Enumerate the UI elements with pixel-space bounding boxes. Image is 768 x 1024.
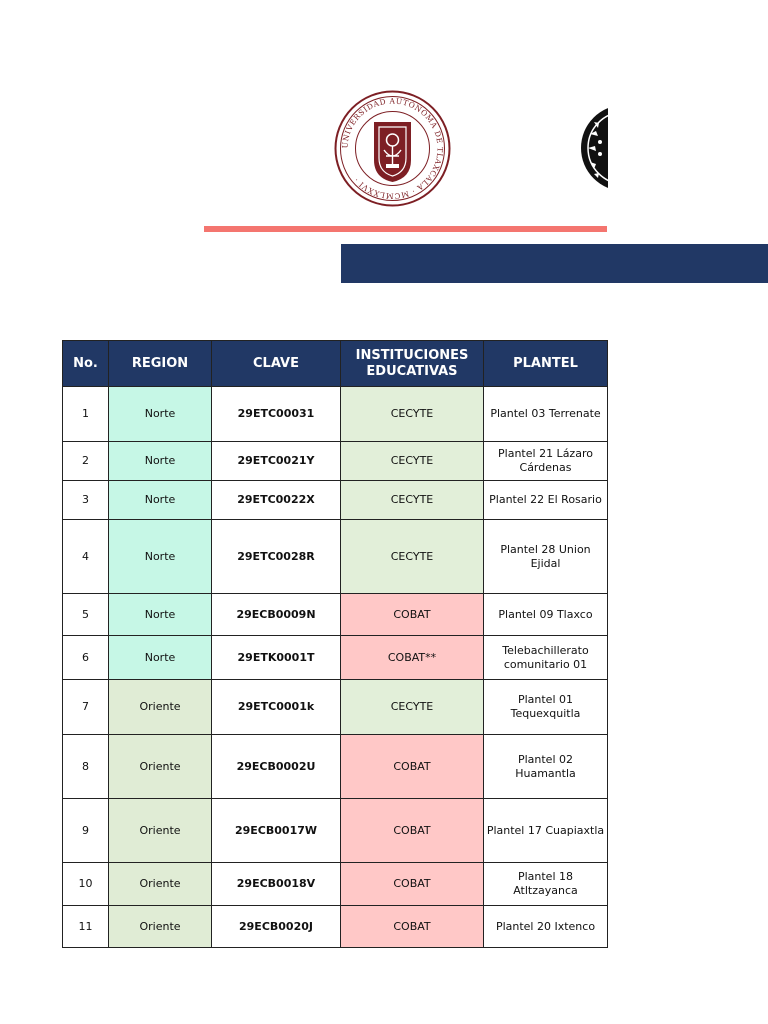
header-no: No. <box>63 341 109 387</box>
cell-institucion: CECYTE <box>341 442 484 481</box>
cell-region: Norte <box>109 387 212 442</box>
cell-region: Oriente <box>109 906 212 948</box>
cell-clave: 29ECB0018V <box>212 863 341 906</box>
cell-institucion: COBAT** <box>341 636 484 680</box>
header-region: REGION <box>109 341 212 387</box>
table-row <box>63 481 608 520</box>
cell-clave: 29ETK0001T <box>212 636 341 680</box>
table-row <box>63 520 608 594</box>
cell-institucion: CECYTE <box>341 680 484 735</box>
table-row <box>63 387 608 442</box>
cell-no: 5 <box>63 594 109 636</box>
cell-clave: 29ECB0009N <box>212 594 341 636</box>
table-row <box>63 594 608 636</box>
cell-clave: 29ETC0028R <box>212 520 341 594</box>
header-instituciones: INSTITUCIONES EDUCATIVAS <box>341 341 484 387</box>
cell-institucion: COBAT <box>341 799 484 863</box>
cell-no: 2 <box>63 442 109 481</box>
cell-clave: 29ECB0002U <box>212 735 341 799</box>
cell-no: 3 <box>63 481 109 520</box>
table-row <box>63 863 608 906</box>
cell-institucion: COBAT <box>341 906 484 948</box>
cell-region: Oriente <box>109 799 212 863</box>
cell-no: 10 <box>63 863 109 906</box>
cell-no: 7 <box>63 680 109 735</box>
cell-institucion: CECYTE <box>341 387 484 442</box>
table-row <box>63 735 608 799</box>
cell-region: Norte <box>109 481 212 520</box>
cell-plantel: Plantel 02 Huamantla <box>484 735 608 799</box>
cell-institucion: CECYTE <box>341 520 484 594</box>
cell-no: 11 <box>63 906 109 948</box>
header-divider-line <box>204 226 607 232</box>
cell-region: Oriente <box>109 863 212 906</box>
cell-no: 8 <box>63 735 109 799</box>
cell-clave: 29ETC00031 <box>212 387 341 442</box>
svg-text:UNIVERSIDAD AUTÓNOMA DE TLAXCA: UNIVERSIDAD AUTÓNOMA DE TLAXCALA · MCMLXXVI · <box>340 96 445 201</box>
cell-no: 6 <box>63 636 109 680</box>
cell-no: 1 <box>63 387 109 442</box>
table-row <box>63 442 608 481</box>
header-clave: CLAVE <box>212 341 341 387</box>
cell-plantel: Plantel 01 Tequexquitla <box>484 680 608 735</box>
cell-institucion: CECYTE <box>341 481 484 520</box>
cell-region: Norte <box>109 442 212 481</box>
header-plantel: PLANTEL <box>484 341 608 387</box>
cell-region: Oriente <box>109 735 212 799</box>
cell-institucion: COBAT <box>341 594 484 636</box>
cell-region: Norte <box>109 520 212 594</box>
cell-plantel: Telebachillerato comunitario 01 <box>484 636 608 680</box>
cell-no: 9 <box>63 799 109 863</box>
university-seal-logo <box>334 90 451 207</box>
cell-plantel: Plantel 17 Cuapiaxtla <box>484 799 608 863</box>
cell-plantel: Plantel 21 Lázaro Cárdenas <box>484 442 608 481</box>
cell-institucion: COBAT <box>341 863 484 906</box>
cell-plantel: Plantel 20 Ixtenco <box>484 906 608 948</box>
cell-region: Oriente <box>109 680 212 735</box>
cell-plantel: Plantel 18 Atltzayanca <box>484 863 608 906</box>
cell-clave: 29ECB0020J <box>212 906 341 948</box>
cell-clave: 29ECB0017W <box>212 799 341 863</box>
cell-plantel: Plantel 22 El Rosario <box>484 481 608 520</box>
table-row <box>63 799 608 863</box>
table-row <box>63 636 608 680</box>
cell-region: Norte <box>109 636 212 680</box>
title-band <box>341 244 768 283</box>
table-row <box>63 680 608 735</box>
cell-clave: 29ETC0022X <box>212 481 341 520</box>
cell-clave: 29ETC0001k <box>212 680 341 735</box>
cell-plantel: Plantel 03 Terrenate <box>484 387 608 442</box>
partner-seal-logo <box>580 104 608 192</box>
cell-no: 4 <box>63 520 109 594</box>
cell-plantel: Plantel 09 Tlaxco <box>484 594 608 636</box>
table-header-row <box>63 341 608 387</box>
cell-clave: 29ETC0021Y <box>212 442 341 481</box>
cell-plantel: Plantel 28 Union Ejidal <box>484 520 608 594</box>
cell-region: Norte <box>109 594 212 636</box>
table-row <box>63 906 608 948</box>
cell-institucion: COBAT <box>341 735 484 799</box>
schools-table <box>62 340 608 948</box>
